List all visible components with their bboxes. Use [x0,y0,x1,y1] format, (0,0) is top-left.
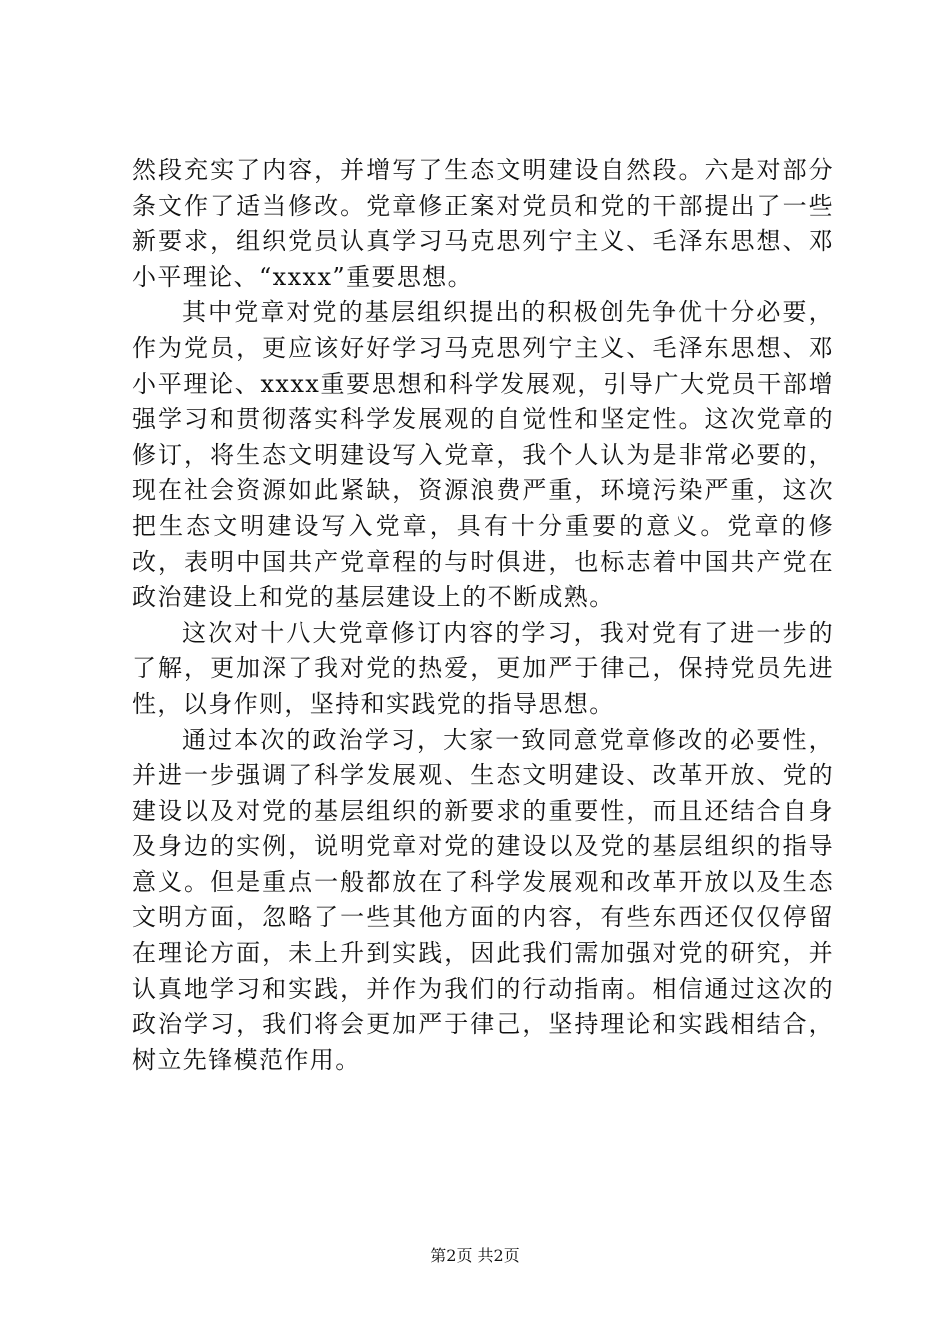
paragraph: 通过本次的政治学习，大家一致同意党章修改的必要性，并进一步强调了科学发展观、生态文明建设、改革开放、党的建设以及对党的基层组织的新要求的重要性，而且还结合自身及身边的实例，说明党章对党的建设以及党的基层组织的指导意义。但是重点一般都放在了科学发展观和改革开放以及生态文明方面，忽略了一些其他方面的内容，有些东西还仅仅停留在理论方面，未上升到实践，因此我们需加强对党的研究，并认真地学习和实践，并作为我们的行动指南。相信通过这次的政治学习，我们将会更加严于律己，坚持理论和实践相结合，树立先锋模范作用。 [132,725,834,1074]
paragraph-continued: 然段充实了内容，并增写了生态文明建设自然段。六是对部分条文作了适当修改。党章修正案对党员和党的干部提出了一些新要求，组织党员认真学习马克思列宁主义、毛泽东思想、邓小平理论、“xxxx”重要思想。 [132,156,834,291]
document-body [132,153,834,1078]
paragraph: 其中党章对党的基层组织提出的积极创先争优十分必要，作为党员，更应该好好学习马克思列宁主义、毛泽东思想、邓小平理论、xxxx重要思想和科学发展观，引导广大党员干部增强学习和贯彻落实科学发展观的自觉性和坚定性。这次党章的修订，将生态文明建设写入党章，我个人认为是非常必要的，现在社会资源如此紧缺，资源浪费严重，环境污染严重，这次把生态文明建设写入党章，具有十分重要的意义。党章的修改，表明中国共产党章程的与时俱进，也标志着中国共产党在政治建设上和党的基层建设上的不断成熟。 [132,298,834,612]
paragraph: 这次对十八大党章修订内容的学习，我对党有了进一步的了解，更加深了我对党的热爱，更加严于律己，保持党员先进性，以身作则，坚持和实践党的指导思想。 [132,618,834,718]
page-footer: 第2页 共2页 [430,1246,520,1265]
